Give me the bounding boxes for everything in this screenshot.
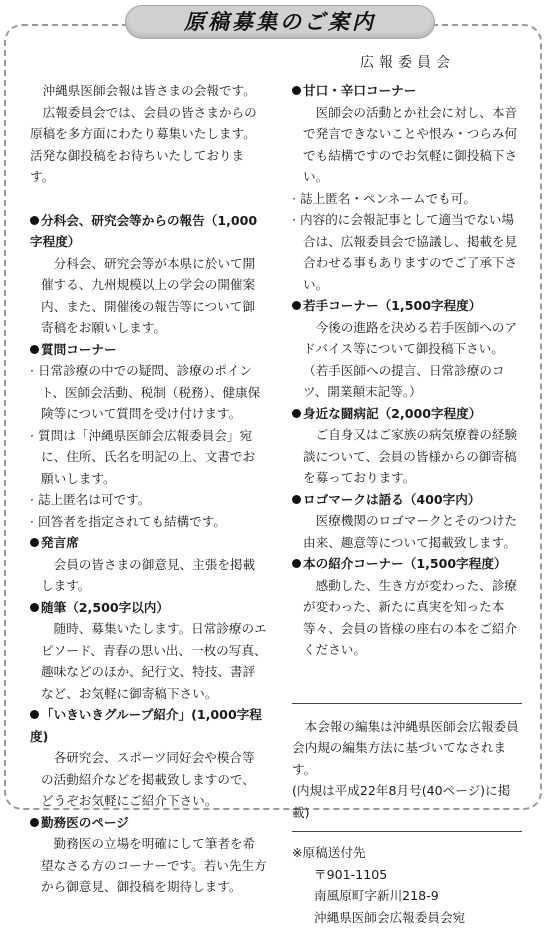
title-banner xyxy=(125,5,435,39)
bullet-dot-icon xyxy=(30,818,39,827)
left-column xyxy=(30,80,267,898)
section-body: 感動した、生き方が変わった、診療が変わった、新たに真実を知った本等々、会員の皆様の座右の本をご紹介ください。 xyxy=(292,575,522,661)
section-body: 医師会の活動とか社会に対し、本音で発言できないことや恨み・つらみ何でも結構ですのでお気軽に御投稿下さい。 xyxy=(292,102,522,188)
section-heading: 分科会、研究会等からの報告（1,000字程度） xyxy=(30,210,267,253)
section-heading: ロゴマークは語る（400字内） xyxy=(292,489,522,511)
notice-text: 本会報の編集は沖縄県医師会広報委員会内規の編集方法に基づいてなされます。 xyxy=(292,716,522,781)
list-item: · 日常診療の中での疑問、診療のポイント、医師会活動、税制（税務）、健康保険等について質問を受け付けます。 xyxy=(30,360,267,425)
intro-line-2: 広報委員会では、会員の皆さまからの原稿を多方面にわたり募集いたします。活発な御投稿をお待ちいたしております。 xyxy=(30,102,267,188)
bullet-dot-icon xyxy=(30,710,39,719)
notice-note: (内規は平成22年8月号(40ページ)に掲載) xyxy=(292,780,522,823)
section-heading: 「いきいきグループ紹介」(1,000字程度) xyxy=(30,704,267,747)
intro-line-1: 沖縄県医師会報は皆さまの会報です。 xyxy=(30,80,267,102)
bullet-dot-icon xyxy=(292,301,301,310)
bullet-dot-icon xyxy=(292,409,301,418)
right-column xyxy=(292,80,522,928)
section-body: 今後の進路を決める若手医師へのアドバイス等について御投稿下さい。（若手医師への提言、日常診療のコツ、開業顛末記等。） xyxy=(292,317,522,403)
section-heading: 質問コーナー xyxy=(30,339,267,361)
section-heading: 勤務医のページ xyxy=(30,812,267,834)
section-body: 各研究会、スポーツ同好会や模合等の活動紹介などを掲載致しますので、どうぞお気軽にご紹介下さい。 xyxy=(30,747,267,812)
list-item: · 内容的に会報記事として適当でない場合は、広報委員会で協議し、掲載を見合わせる事もありますのでご了承下さい。 xyxy=(292,209,522,295)
section-heading: 甘口・辛口コーナー xyxy=(292,80,522,102)
address-postal: 〒901-1105 xyxy=(292,864,522,886)
bullet-dot-icon xyxy=(30,345,39,354)
bullet-dot-icon xyxy=(30,216,39,225)
section-body: 随時、募集いたします。日常診療のエピソード、青春の思い出、一枚の写真、趣味などのほか、紀行文、特技、書評など、お気軽に御寄稿下さい。 xyxy=(30,618,267,704)
section-body: ご自身又はご家族の病気療養の経験談について、会員の皆様からの御寄稿を募っております。 xyxy=(292,424,522,489)
section-heading: 若手コーナー（1,500字程度） xyxy=(292,295,522,317)
list-item: · 誌上匿名・ペンネームでも可。 xyxy=(292,188,522,210)
list-item: · 回答者を指定されても結構です。 xyxy=(30,511,267,533)
bullet-dot-icon xyxy=(30,538,39,547)
page-title: 原稿募集のご案内 xyxy=(125,5,435,39)
bullet-dot-icon xyxy=(292,495,301,504)
section-body: 勤務医の立場を明確にして筆者を希望なさる方のコーナーです。若い先生方から御意見、御投稿を期待します。 xyxy=(30,833,267,898)
section-heading: 随筆（2,500字以内） xyxy=(30,597,267,619)
address-label: ※原稿送付先 xyxy=(292,842,522,864)
list-item: · 質問は「沖縄県医師会広報委員会」宛に、住所、氏名を明記の上、文書でお願いします。 xyxy=(30,425,267,490)
section-heading: 本の紹介コーナー（1,500字程度） xyxy=(292,553,522,575)
bullet-dot-icon xyxy=(292,86,301,95)
section-body: 会員の皆さまの御意見、主張を掲載します。 xyxy=(30,554,267,597)
committee-name: 広報委員会 xyxy=(360,52,455,72)
bullet-dot-icon xyxy=(292,559,301,568)
section-body: 医療機関のロゴマークとそのつけた由来、趣意等について掲載致します。 xyxy=(292,510,522,553)
address-street: 南風原町字新川218-9 xyxy=(292,885,522,907)
section-body: 分科会、研究会等が本県に於いて開催する、九州規模以上の学会の開催案内、また、開催後の報告等について御寄稿をお願いします。 xyxy=(30,253,267,339)
list-item: · 誌上匿名は可です。 xyxy=(30,489,267,511)
section-heading: 身近な闘病記（2,000字程度） xyxy=(292,403,522,425)
section-heading: 発言席 xyxy=(30,532,267,554)
address-recipient: 沖縄県医師会広報委員会宛 xyxy=(292,907,522,928)
bullet-dot-icon xyxy=(30,603,39,612)
